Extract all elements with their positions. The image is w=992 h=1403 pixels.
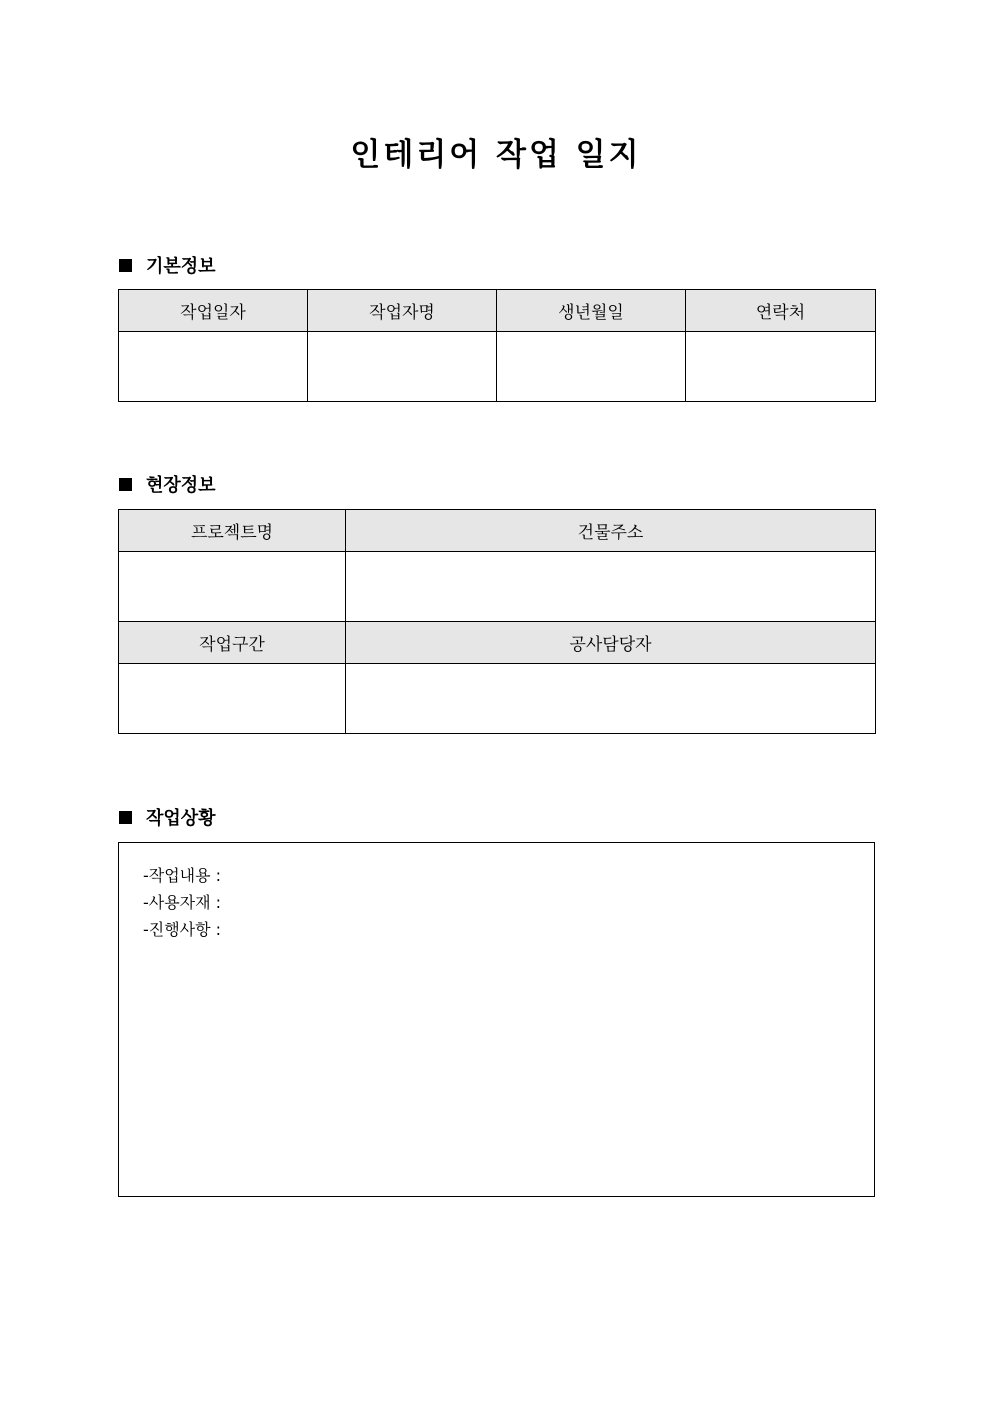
work-content-line: -작업내용 :	[143, 866, 222, 885]
project-name-field[interactable]	[119, 552, 346, 622]
basic-info-value-row	[119, 332, 876, 402]
work-zone-header: 작업구간	[119, 622, 346, 664]
construction-manager-header: 공사담당자	[346, 622, 876, 664]
basic-info-table	[118, 289, 876, 402]
site-info-header-row-1	[119, 510, 876, 552]
square-bullet-icon	[119, 259, 132, 272]
basic-info-header-row	[119, 290, 876, 332]
basic-info-heading	[119, 253, 216, 277]
square-bullet-icon	[119, 478, 132, 491]
birth-date-field[interactable]	[497, 332, 686, 402]
document-title: 인테리어 작업 일지	[350, 137, 642, 173]
work-date-header: 작업일자	[119, 290, 308, 332]
contact-header: 연락처	[686, 290, 876, 332]
contact-field[interactable]	[686, 332, 876, 402]
worker-name-header: 작업자명	[308, 290, 497, 332]
site-info-table	[118, 509, 876, 734]
work-status-box[interactable]	[118, 842, 875, 1197]
site-info-heading-label: 현장정보	[146, 475, 216, 496]
work-status-heading	[119, 805, 216, 829]
worker-name-field[interactable]	[308, 332, 497, 402]
work-date-field[interactable]	[119, 332, 308, 402]
work-status-heading-label: 작업상황	[146, 808, 216, 829]
construction-manager-field[interactable]	[346, 664, 876, 734]
progress-line: -진행사항 :	[143, 920, 222, 939]
site-info-header-row-2	[119, 622, 876, 664]
building-address-field[interactable]	[346, 552, 876, 622]
basic-info-heading-label: 기본정보	[146, 256, 216, 277]
materials-used-line: -사용자재 :	[143, 893, 222, 912]
work-status-lines	[143, 862, 221, 943]
birth-date-header: 생년월일	[497, 290, 686, 332]
site-info-heading	[119, 472, 216, 496]
building-address-header: 건물주소	[346, 510, 876, 552]
square-bullet-icon	[119, 811, 132, 824]
work-zone-field[interactable]	[119, 664, 346, 734]
site-info-value-row-1	[119, 552, 876, 622]
project-name-header: 프로젝트명	[119, 510, 346, 552]
site-info-value-row-2	[119, 664, 876, 734]
